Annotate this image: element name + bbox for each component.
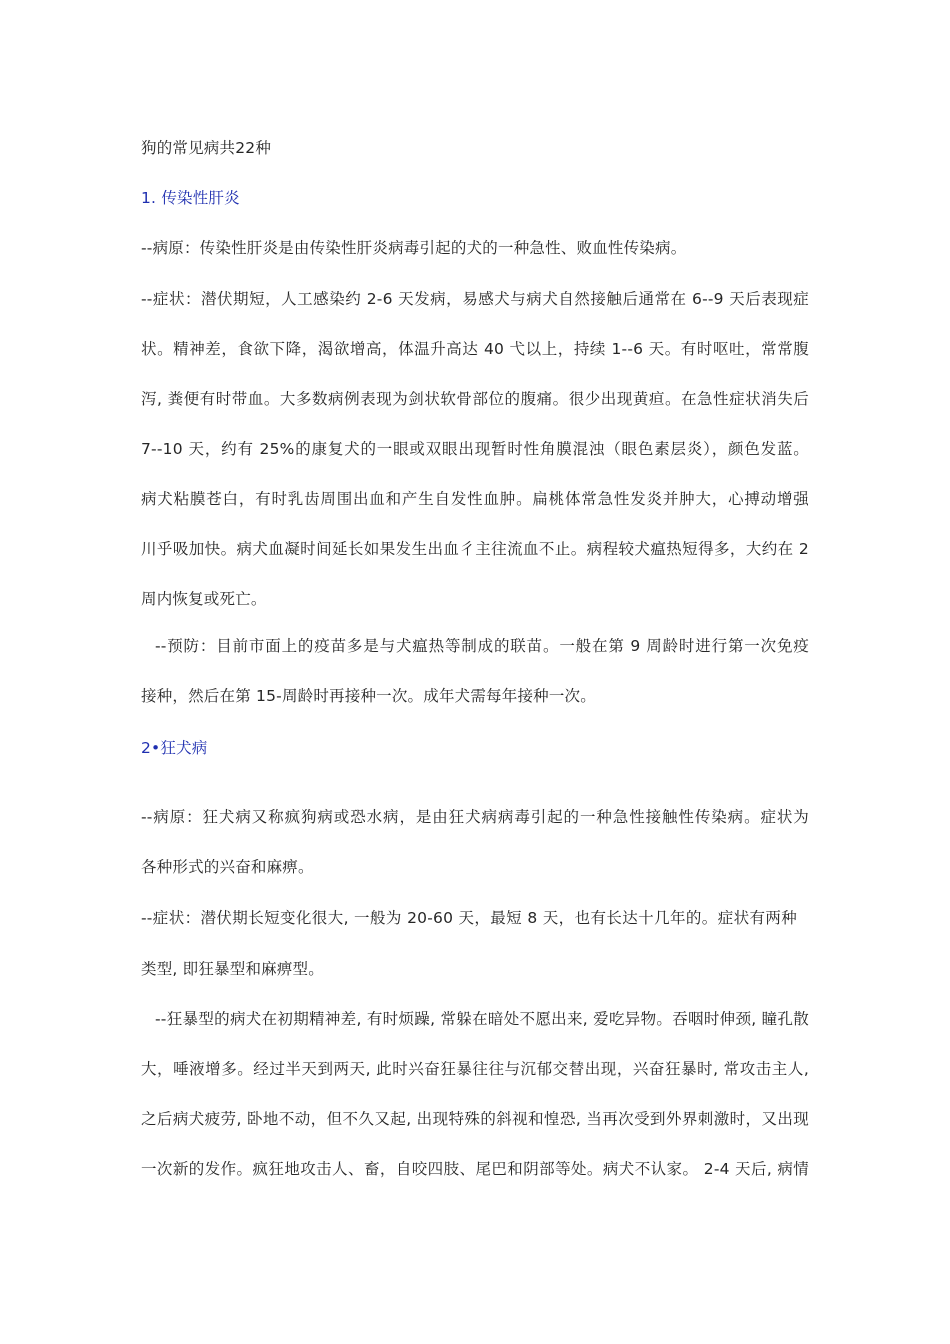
paragraph-line: 类型, 即狂暴型和麻痹型。 xyxy=(141,960,324,978)
paragraph-line: 各种形式的兴奋和麻痹。 xyxy=(141,858,314,876)
paragraph-line: --狂暴型的病犬在初期精神差, 有时烦躁, 常躲在暗处不愿出来, 爱吃异物。吞咽时伸颈, 瞳孔散 xyxy=(155,1010,809,1028)
paragraph-line: --预防：目前市面上的疫苗多是与犬瘟热等制成的联苗。一般在第 9 周龄时进行第一次免疫 xyxy=(155,637,809,655)
section-heading-rabies: 2•狂犬病 xyxy=(141,739,208,757)
paragraph-line: --症状：潜伏期长短变化很大, 一般为 20-60 天，最短 8 天，也有长达十几年的。症状有两种 xyxy=(141,909,797,927)
paragraph-line: 泻, 粪便有时带血。大多数病例表现为剑状软骨部位的腹痛。很少出现黄疸。在急性症状消失后 xyxy=(141,390,809,408)
paragraph-line: 7--10 天，约有 25%的康复犬的一眼或双眼出现暂时性角膜混浊（眼色素层炎），颜色发蓝。 xyxy=(141,440,809,458)
paragraph-line: 之后病犬疲劳, 卧地不动，但不久又起, 出现特殊的斜视和惶恐, 当再次受到外界刺激时，又出现 xyxy=(141,1110,809,1128)
paragraph-line: 一次新的发作。疯狂地攻击人、畜，自咬四肢、尾巴和阴部等处。病犬不认家。 2-4 天后, 病情 xyxy=(141,1160,809,1178)
paragraph-line: 周内恢复或死亡。 xyxy=(141,590,267,608)
paragraph-line: --病原：传染性肝炎是由传染性肝炎病毒引起的犬的一种急性、败血性传染病。 xyxy=(141,239,687,257)
paragraph-line: --病原：狂犬病又称疯狗病或恐水病，是由狂犬病病毒引起的一种急性接触性传染病。症状为 xyxy=(141,808,809,826)
page-title: 狗的常见病共22种 xyxy=(141,139,272,157)
section-heading-hepatitis: 1. 传染性肝炎 xyxy=(141,189,240,207)
paragraph-line: 川乎吸加快。病犬血凝时间延长如果发生出血彳主往流血不止。病程较犬瘟热短得多，大约在 2 xyxy=(141,540,809,558)
paragraph-line: --症状：潜伏期短，人工感染约 2-6 天发病，易感犬与病犬自然接触后通常在 6--9 天后表现症 xyxy=(141,290,809,308)
paragraph-line: 接种，然后在第 15-周龄时再接种一次。成年犬需每年接种一次。 xyxy=(141,687,596,705)
paragraph-line: 病犬粘膜苍白，有时乳齿周围出血和产生自发性血肿。扁桃体常急性发炎并肿大，心搏动增强 xyxy=(141,490,809,508)
paragraph-line: 大，唾液增多。经过半天到两天, 此时兴奋狂暴往往与沉郁交替出现，兴奋狂暴时, 常攻击主人, xyxy=(141,1060,809,1078)
paragraph-line: 状。精神差，食欲下降，渴欲增高，体温升高达 40 弋以上，持续 1--6 天。有时呕吐，常常腹 xyxy=(141,340,809,358)
